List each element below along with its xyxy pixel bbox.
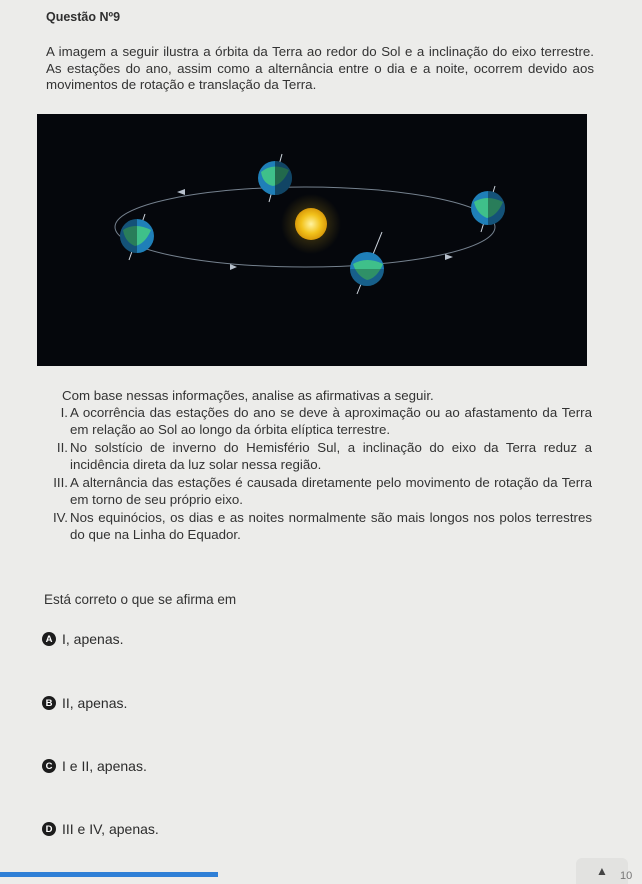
option-text: I, apenas.	[62, 631, 124, 647]
orbit-figure	[37, 114, 587, 366]
option-text: III e IV, apenas.	[62, 821, 159, 837]
earth-icon-bottom	[350, 232, 384, 294]
earth-icon-left	[120, 214, 154, 260]
statement-number: II.	[56, 440, 68, 455]
statement-item	[30, 440, 592, 473]
question-intro: A imagem a seguir ilustra a órbita da Terra ao redor do Sol e a inclinação do eixo terrestre. As estações do ano, assim como a alternância entre o dia e a noite, ocorrem devido aos movimentos de rotação e translação da Terra.	[46, 44, 594, 92]
sun-icon	[295, 208, 327, 240]
earth-icon-right	[471, 186, 505, 232]
statement-item	[30, 405, 592, 438]
option-letter-badge: C	[42, 759, 56, 773]
option-a[interactable]	[42, 631, 124, 647]
question-prompt: Está correto o que se afirma em	[44, 592, 237, 607]
earth-icon-top	[258, 154, 292, 202]
statement-number: IV.	[52, 510, 68, 525]
question-title: Questão Nº9	[46, 10, 121, 24]
option-letter-badge: A	[42, 632, 56, 646]
option-text: I e II, apenas.	[62, 758, 147, 774]
orbit-arrow-right	[445, 254, 453, 260]
orbit-arrow-top	[177, 189, 185, 195]
page-number: 10	[620, 870, 633, 882]
option-d[interactable]	[42, 821, 159, 837]
option-b[interactable]	[42, 695, 127, 711]
analysis-lead: Com base nessas informações, analise as afirmativas a seguir.	[62, 388, 434, 403]
chevron-up-icon: ▲	[596, 864, 608, 878]
statement-number: I.	[60, 405, 68, 420]
option-letter-badge: D	[42, 822, 56, 836]
statement-item	[30, 475, 592, 508]
statement-list	[30, 405, 592, 545]
progress-bar	[0, 872, 218, 877]
statement-text: No solstício de inverno do Hemisfério Sul, a inclinação do eixo da Terra reduz a incidência direta da luz solar nessa região.	[70, 440, 592, 472]
earth-orbit-illustration	[37, 114, 587, 366]
statement-text: Nos equinócios, os dias e as noites normalmente são mais longos nos polos terrestres do que na Linha do Equador.	[70, 510, 592, 542]
option-text: II, apenas.	[62, 695, 128, 711]
statement-text: A ocorrência das estações do ano se deve à aproximação ou ao afastamento da Terra em relação ao Sol ao longo da órbita elíptica terrestre.	[70, 405, 592, 437]
option-c[interactable]	[42, 758, 147, 774]
option-letter-badge: B	[42, 696, 56, 710]
statement-text: A alternância das estações é causada diretamente pelo movimento de rotação da Terra em torno de seu próprio eixo.	[70, 475, 592, 507]
statement-item	[30, 510, 592, 543]
statement-number: III.	[53, 475, 68, 490]
